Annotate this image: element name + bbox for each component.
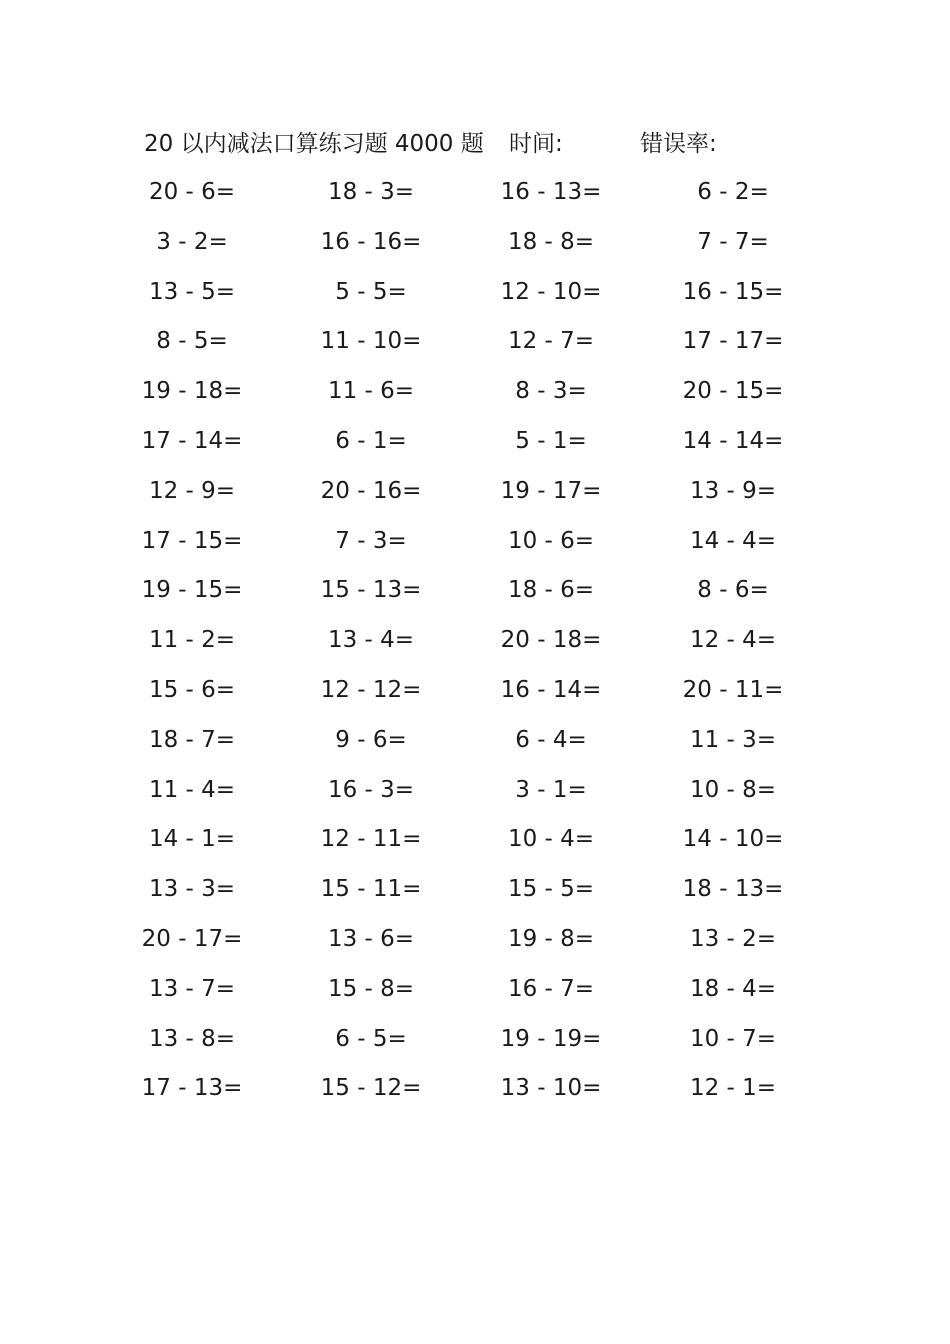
- subtraction-problem: 20 - 15=: [682, 378, 784, 405]
- problem-row: [0, 817, 950, 867]
- subtraction-problem: 20 - 16=: [320, 477, 422, 504]
- subtraction-problem: 17 - 15=: [141, 527, 243, 554]
- subtraction-problem: 17 - 14=: [141, 427, 243, 454]
- subtraction-problem: 15 - 5=: [507, 876, 595, 903]
- subtraction-problem: 16 - 15=: [682, 278, 784, 305]
- subtraction-problem: 11 - 3=: [689, 726, 777, 753]
- subtraction-problem: 13 - 10=: [500, 1075, 602, 1102]
- subtraction-problem: 3 - 1=: [515, 776, 587, 803]
- subtraction-problem: 12 - 7=: [507, 328, 595, 355]
- problem-row: [0, 867, 950, 917]
- subtraction-problem: 20 - 6=: [148, 179, 236, 205]
- subtraction-problem: 17 - 13=: [141, 1075, 243, 1102]
- subtraction-problem: 10 - 7=: [689, 1025, 777, 1052]
- subtraction-problem: 13 - 5=: [148, 278, 236, 305]
- subtraction-problem: 16 - 14=: [500, 676, 602, 703]
- subtraction-problem: 15 - 11=: [320, 876, 422, 903]
- subtraction-problem: 5 - 5=: [335, 278, 407, 305]
- problem-row: [0, 519, 950, 569]
- worksheet-header: [144, 124, 844, 164]
- worksheet-title: 20 以内减法口算练习题 4000 题: [144, 131, 484, 157]
- problem-row: [0, 718, 950, 768]
- subtraction-problem: 13 - 6=: [327, 925, 415, 952]
- subtraction-problem: 13 - 8=: [148, 1025, 236, 1052]
- subtraction-problem: 15 - 13=: [320, 577, 422, 604]
- subtraction-problem: 16 - 3=: [327, 776, 415, 803]
- subtraction-problem: 12 - 10=: [500, 278, 602, 305]
- subtraction-problem: 15 - 6=: [148, 676, 236, 703]
- problem-row: [0, 270, 950, 320]
- time-label: 时间:: [509, 131, 563, 157]
- subtraction-problem: 16 - 7=: [507, 975, 595, 1002]
- problem-row: [0, 668, 950, 718]
- subtraction-problem: 13 - 9=: [689, 477, 777, 504]
- subtraction-problem: 20 - 11=: [682, 676, 784, 703]
- subtraction-problem: 10 - 6=: [507, 527, 595, 554]
- subtraction-problem: 11 - 4=: [148, 776, 236, 803]
- subtraction-problem: 5 - 1=: [515, 427, 587, 454]
- subtraction-problem: 19 - 17=: [500, 477, 602, 504]
- subtraction-problem: 11 - 6=: [327, 378, 415, 405]
- problem-row: [0, 319, 950, 369]
- subtraction-problem: 13 - 7=: [148, 975, 236, 1002]
- problem-row: [0, 419, 950, 469]
- subtraction-problem: 9 - 6=: [335, 726, 407, 753]
- subtraction-problem: 18 - 4=: [689, 975, 777, 1002]
- subtraction-problem: 3 - 2=: [156, 228, 228, 255]
- problem-grid: [0, 170, 950, 1116]
- problem-row: [0, 768, 950, 818]
- subtraction-problem: 18 - 8=: [507, 228, 595, 255]
- error-rate-label: 错误率:: [640, 131, 717, 157]
- subtraction-problem: 7 - 7=: [697, 228, 769, 255]
- subtraction-problem: 16 - 16=: [320, 228, 422, 255]
- problem-row: [0, 1017, 950, 1067]
- subtraction-problem: 13 - 2=: [689, 925, 777, 952]
- problem-row: [0, 170, 950, 220]
- subtraction-problem: 11 - 2=: [148, 627, 236, 654]
- subtraction-problem: 20 - 18=: [500, 627, 602, 654]
- problem-row: [0, 369, 950, 419]
- subtraction-problem: 12 - 9=: [148, 477, 236, 504]
- subtraction-problem: 8 - 6=: [697, 577, 769, 604]
- problem-row: [0, 618, 950, 668]
- problem-row: [0, 1066, 950, 1116]
- subtraction-problem: 14 - 1=: [148, 826, 236, 853]
- subtraction-problem: 14 - 14=: [682, 427, 784, 454]
- subtraction-problem: 11 - 10=: [320, 328, 422, 355]
- subtraction-problem: 14 - 4=: [689, 527, 777, 554]
- problem-row: [0, 469, 950, 519]
- subtraction-problem: 15 - 8=: [327, 975, 415, 1002]
- subtraction-problem: 10 - 8=: [689, 776, 777, 803]
- subtraction-problem: 18 - 7=: [148, 726, 236, 753]
- subtraction-problem: 13 - 4=: [327, 627, 415, 654]
- problem-row: [0, 220, 950, 270]
- subtraction-problem: 18 - 6=: [507, 577, 595, 604]
- subtraction-problem: 16 - 13=: [500, 179, 602, 205]
- subtraction-problem: 14 - 10=: [682, 826, 784, 853]
- subtraction-problem: 19 - 15=: [141, 577, 243, 604]
- subtraction-problem: 6 - 2=: [697, 179, 769, 205]
- subtraction-problem: 12 - 1=: [689, 1075, 777, 1102]
- subtraction-problem: 8 - 3=: [515, 378, 587, 405]
- problem-row: [0, 967, 950, 1017]
- subtraction-problem: 17 - 17=: [682, 328, 784, 355]
- subtraction-problem: 15 - 12=: [320, 1075, 422, 1102]
- subtraction-problem: 18 - 3=: [327, 179, 415, 205]
- subtraction-problem: 12 - 4=: [689, 627, 777, 654]
- subtraction-problem: 12 - 12=: [320, 676, 422, 703]
- problem-row: [0, 568, 950, 618]
- subtraction-problem: 6 - 1=: [335, 427, 407, 454]
- subtraction-problem: 7 - 3=: [335, 527, 407, 554]
- subtraction-problem: 10 - 4=: [507, 826, 595, 853]
- subtraction-problem: 6 - 4=: [515, 726, 587, 753]
- subtraction-problem: 18 - 13=: [682, 876, 784, 903]
- subtraction-problem: 8 - 5=: [156, 328, 228, 355]
- subtraction-problem: 13 - 3=: [148, 876, 236, 903]
- subtraction-problem: 19 - 8=: [507, 925, 595, 952]
- problem-row: [0, 917, 950, 967]
- subtraction-problem: 6 - 5=: [335, 1025, 407, 1052]
- subtraction-problem: 20 - 17=: [141, 925, 243, 952]
- subtraction-problem: 19 - 19=: [500, 1025, 602, 1052]
- subtraction-problem: 12 - 11=: [320, 826, 422, 853]
- subtraction-problem: 19 - 18=: [141, 378, 243, 405]
